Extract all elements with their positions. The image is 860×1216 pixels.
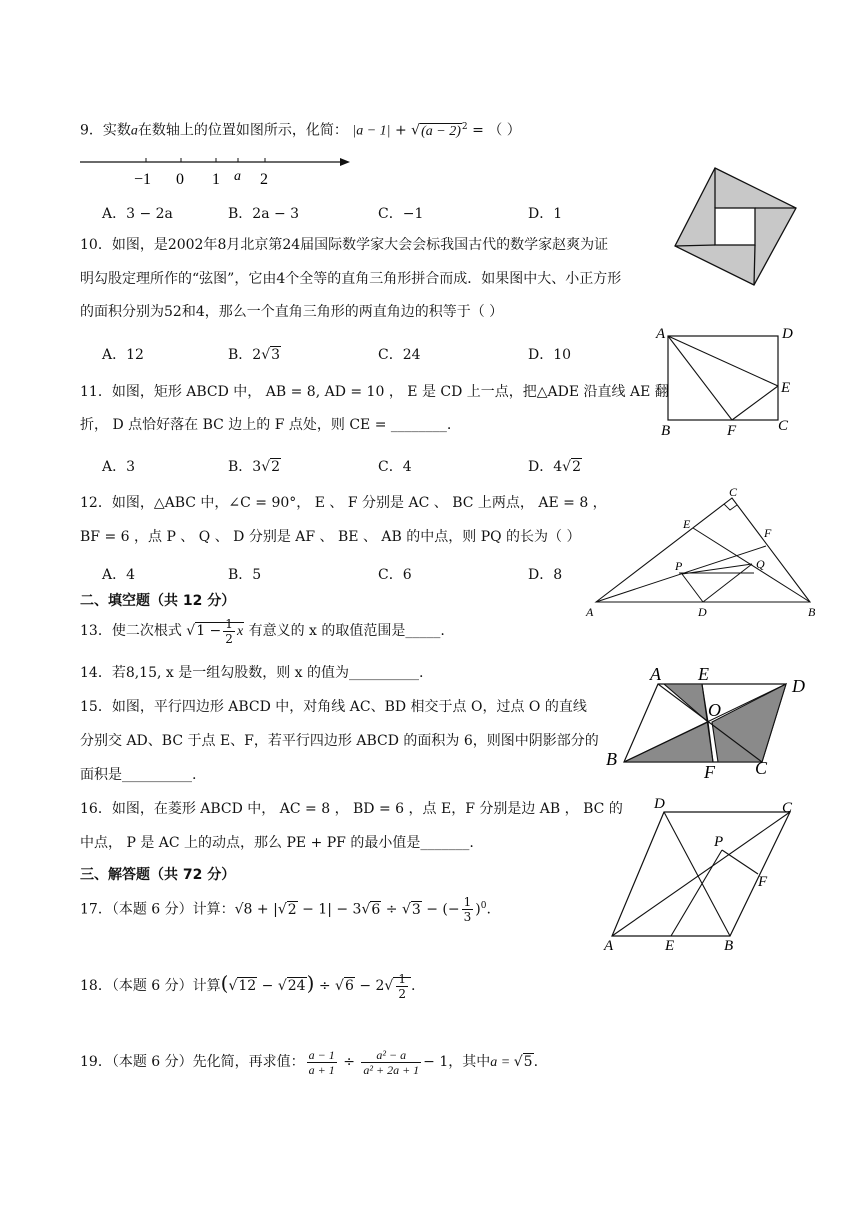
- svg-text:A: A: [604, 938, 614, 954]
- section-answer-title: 三、解答题（共 72 分）: [80, 867, 236, 883]
- svg-text:E: E: [781, 380, 791, 396]
- axis-label: −1: [134, 171, 152, 188]
- q9-option-c: C．−1: [378, 206, 424, 222]
- svg-text:A: A: [586, 605, 594, 619]
- axis-label: a: [234, 169, 241, 184]
- svg-text:C: C: [782, 800, 793, 816]
- q12-option-c: C．6: [378, 567, 412, 583]
- q12-figure: [582, 484, 822, 620]
- svg-text:P: P: [675, 559, 683, 573]
- q10-option-d: D．10: [528, 347, 572, 363]
- q10-line-1: 10．如图，是2002年8月北京第24届国际数学家大会会标我国古代的数学家赵爽为证: [80, 237, 609, 253]
- axis-label: 1: [212, 171, 220, 188]
- q11-figure: [652, 322, 802, 438]
- svg-text:E: E: [683, 517, 691, 531]
- q11-option-d: D．4√2: [528, 459, 581, 475]
- q11-line-2: 折， D 点恰好落在 BC 边上的 F 点处，则 CE = ________.: [80, 417, 452, 433]
- q10-option-c: C．24: [378, 347, 421, 363]
- svg-text:F: F: [764, 526, 772, 540]
- q12-line-2: BF = 6 ，点 P 、 Q 、 D 分别是 AF 、 BE 、 AB 的中点，则 PQ 的长为（ ）: [80, 529, 581, 545]
- q19: 19．（本题 6 分）先化简，再求值： $\frac{a - 1}{a + 1}$ ÷ $\frac{\text{a² − a}}{\text{a² + 2a + 1}}$ − 1，其中a = √5.: [80, 1047, 539, 1077]
- q15-line-3: 面积是__________.: [80, 767, 197, 783]
- svg-text:F: F: [727, 423, 737, 438]
- q9-option-a: A．3 − 2a: [102, 206, 173, 222]
- q14: 14．若8,15, x 是一组勾股数，则 x 的值为__________.: [80, 665, 424, 681]
- axis-label: 0: [176, 171, 184, 188]
- svg-text:C: C: [778, 418, 789, 434]
- number-line: [76, 150, 356, 192]
- q15-line-1: 15．如图，平行四边形 ABCD 中，对角线 AC、BD 相交于点 O，过点 O 的直线: [80, 699, 587, 715]
- q10-line-3: 的面积分别为52和4，那么一个直角三角形的两直角边的积等于（ ）: [80, 304, 504, 320]
- q10-option-a: A．12: [102, 347, 144, 363]
- svg-text:Q: Q: [756, 557, 765, 571]
- q12-option-d: D．8: [528, 567, 563, 583]
- axis-label: 2: [260, 171, 268, 188]
- svg-text:D: D: [698, 605, 707, 619]
- svg-text:O: O: [708, 700, 721, 720]
- svg-text:E: E: [665, 938, 675, 954]
- q11-option-a: A．3: [102, 459, 136, 475]
- svg-text:P: P: [714, 834, 724, 850]
- q12-option-a: A．4: [102, 567, 136, 583]
- svg-text:E: E: [698, 664, 709, 684]
- svg-text:B: B: [724, 938, 734, 954]
- svg-text:C: C: [729, 485, 738, 499]
- q10-line-2: 明勾股定理所作的“弦图”，它由4个全等的直角三角形拼合而成．如果图中大、小正方形: [80, 271, 622, 287]
- q13: 13．使二次根式 √1 − $\frac{1}{2}$ x 有意义的 x 的取值范围是_____.: [80, 616, 445, 646]
- q10-option-b: B．2√3: [228, 347, 281, 363]
- q15-figure: [602, 662, 820, 780]
- q9-stem: 9．实数a在数轴上的位置如图所示，化简： $|a - 1| + √(a - 2)^2$ = （ ）: [80, 122, 521, 139]
- q10-figure: [670, 162, 802, 290]
- q11-option-c: C．4: [378, 459, 412, 475]
- svg-text:B: B: [808, 605, 816, 619]
- q18: 18．（本题 6 分）计算(√12 − √24) ÷ √6 − 2√ $\frac{1}{2}$ .: [80, 971, 416, 1001]
- svg-text:D: D: [782, 326, 793, 342]
- q17: 17．（本题 6 分）计算：√8 + |√2 − 1| − 3√6 ÷ √3 − (− $\frac{1}{3}$ )$^0$.: [80, 895, 491, 925]
- q16-line-2: 中点， P 是 AC 上的动点，那么 PE + PF 的最小值是_______.: [80, 835, 474, 851]
- q15-line-2: 分别交 AD、BC 于点 E、F，若平行四边形 ABCD 的面积为 6，则图中阴影部分的: [80, 733, 599, 749]
- svg-text:A: A: [656, 326, 666, 342]
- svg-text:D: D: [792, 676, 805, 696]
- q12-option-b: B．5: [228, 567, 262, 583]
- q9-option-b: B．2a − 3: [228, 206, 300, 222]
- svg-text:B: B: [606, 749, 617, 769]
- svg-text:C: C: [755, 758, 768, 778]
- svg-text:D: D: [654, 796, 665, 812]
- svg-text:F: F: [704, 762, 715, 780]
- svg-text:A: A: [650, 664, 661, 684]
- q11-line-1: 11．如图，矩形 ABCD 中， AB = 8, AD = 10 ， E 是 CD 上一点，把△ADE 沿直线 AE 翻: [80, 384, 669, 400]
- svg-text:B: B: [661, 423, 671, 438]
- q16-line-1: 16．如图，在菱形 ABCD 中， AC = 8 ， BD = 6 ，点 E，F 分别是边 AB ， BC 的: [80, 801, 623, 817]
- q9-option-d: D．1: [528, 206, 563, 222]
- q16-figure: [600, 794, 806, 958]
- svg-text:F: F: [758, 874, 768, 890]
- section-fill-in-title: 二、填空题（共 12 分）: [80, 593, 236, 609]
- q12-line-1: 12．如图，△ABC 中，∠C = 90°， E 、 F 分别是 AC 、 BC 上两点， AE = 8 ，: [80, 495, 607, 511]
- q11-option-b: B．3√2: [228, 459, 281, 475]
